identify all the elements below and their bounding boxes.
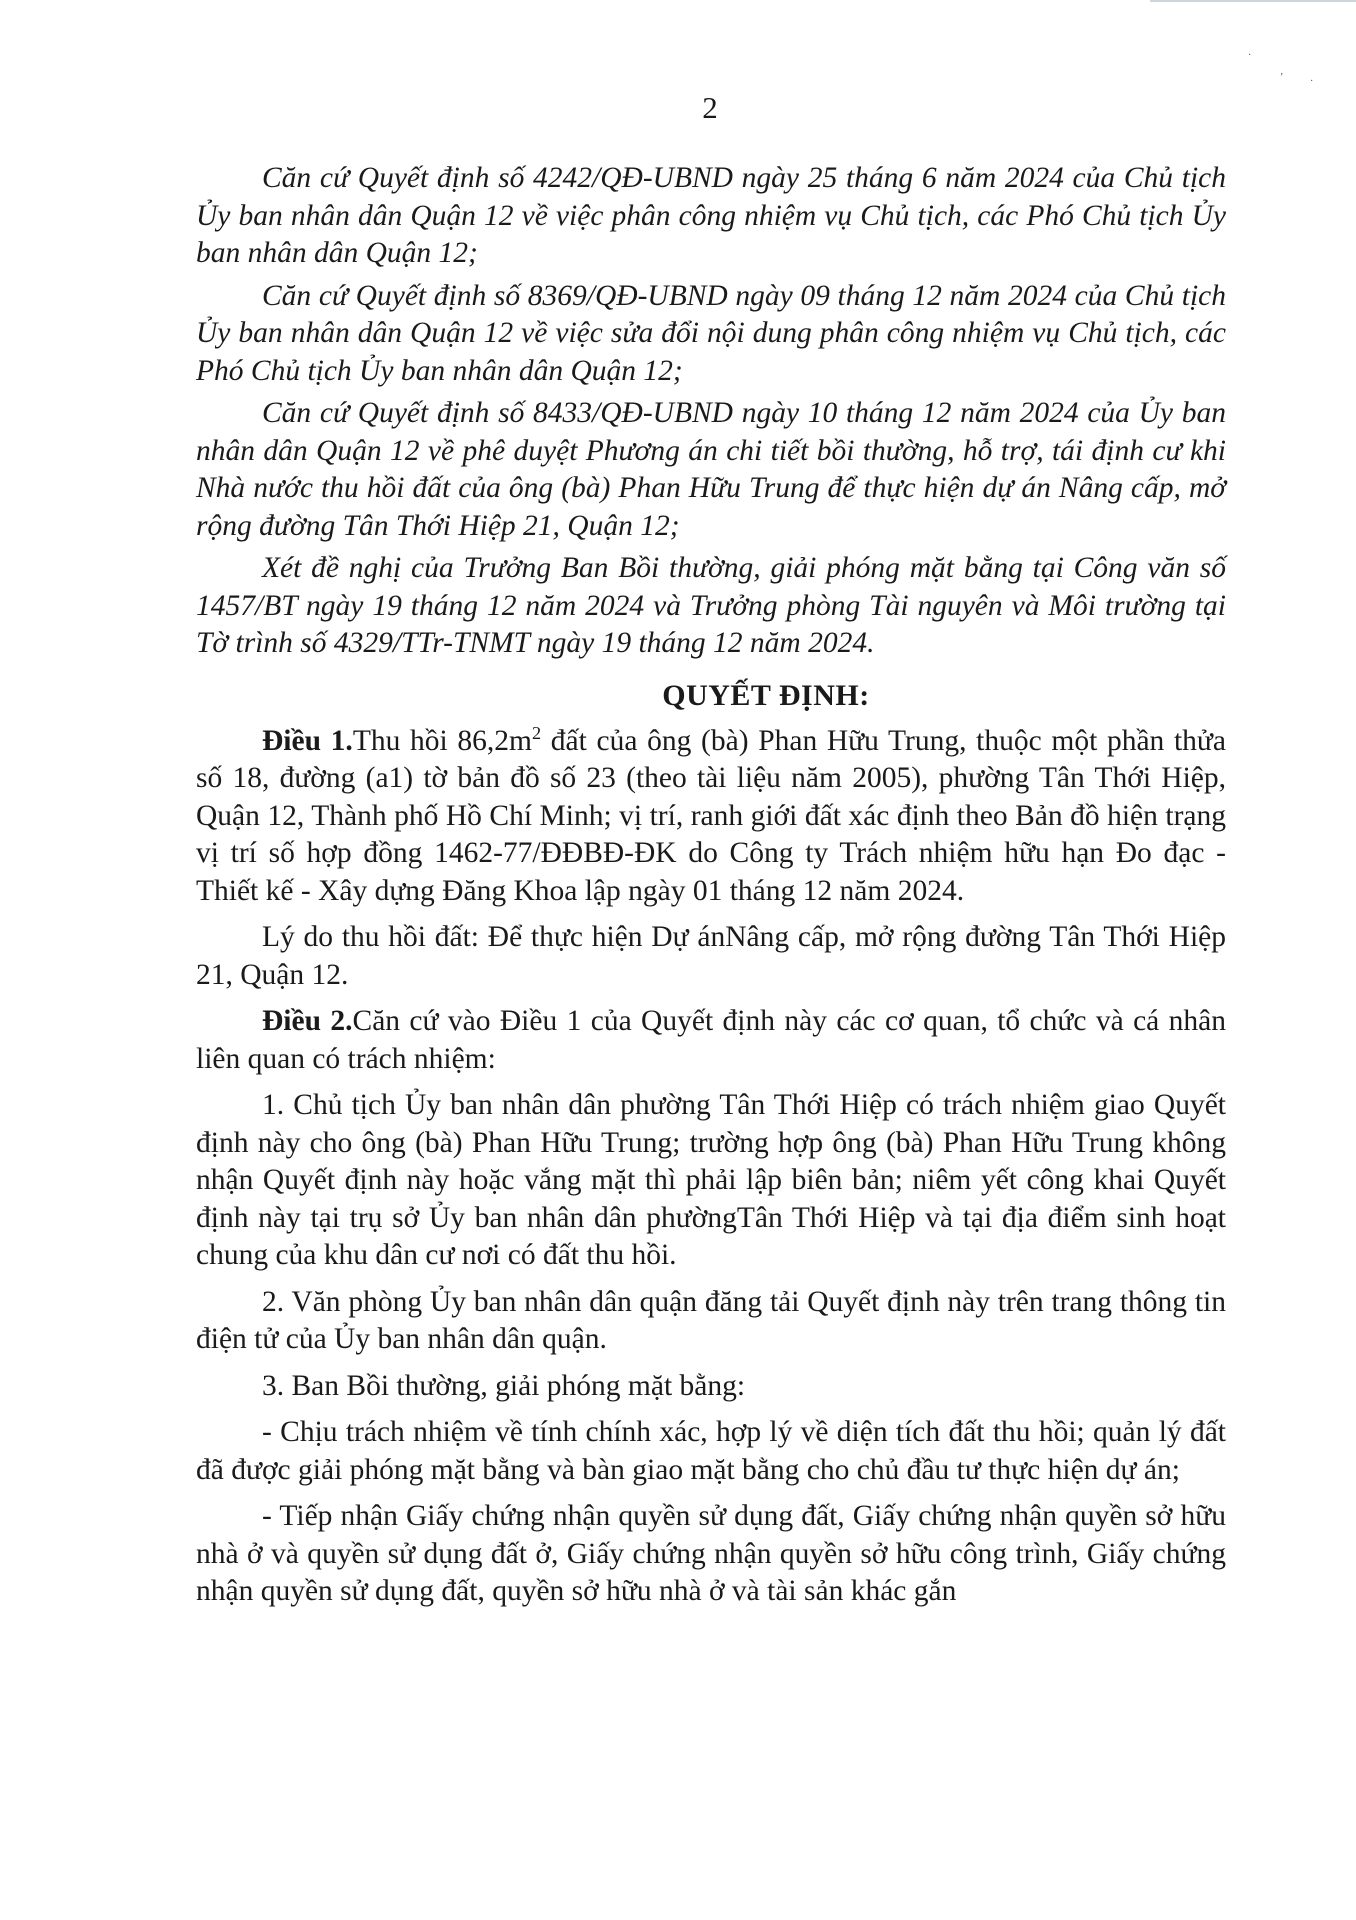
article-1-label: Điều 1. <box>262 724 353 757</box>
article-1-text-start: Thu hồi 86,2m <box>352 724 532 757</box>
preamble-paragraph-1: Căn cứ Quyết định số 4242/QĐ-UBND ngày 25 tháng 6 năm 2024 của Chủ tịch Ủy ban nhân dân Quận 12 về việc phân công nhiệm vụ Chủ tịch, các Phó Chủ tịch Ủy ban nhân dân Quận 12; <box>196 162 1226 269</box>
article-2-label: Điều 2. <box>262 1005 353 1037</box>
scan-specks: · ‚ · <box>1248 50 1314 87</box>
article-1-text-rest: đất của ông (bà) Phan Hữu Trung, thuộc một phần thửa số 18, đường (a1) tờ bản đồ số 23 (theo tài liệu năm 2005), phường Tân Thới Hiệp, Quận 12, Thành phố Hồ Chí Minh; vị trí, ranh giới đất xác định theo Bản đồ hiện trạng vị trí số hợp đồng 1462-77/ĐĐBĐ-ĐK do Công ty Trách nhiệm hữu hạn Đo đạc - Thiết kế - Xây dựng Đăng Khoa lập ngày 01 tháng 12 năm 2024. <box>196 724 1226 907</box>
article-2-item-1: 1. Chủ tịch Ủy ban nhân dân phường Tân Thới Hiệp có trách nhiệm giao Quyết định này cho ông (bà) Phan Hữu Trung; trường hợp ông (bà) Phan Hữu Trung không nhận Quyết định này hoặc vắng mặt thì phải lập biên bản; niêm yết công khai Quyết định này tại trụ sở Ủy ban nhân dân phườngTân Thới Hiệp và tại địa điểm sinh hoạt chung của khu dân cư nơi có đất thu hồi. <box>196 1089 1226 1271</box>
article-2-text: Căn cứ vào Điều 1 của Quyết định này các cơ quan, tổ chức và cá nhân liên quan có trách nhiệm: <box>196 1005 1226 1075</box>
area-unit-superscript: 2 <box>531 722 542 743</box>
article-2-paragraph <box>196 1003 1226 1078</box>
article-2-item-2: 2. Văn phòng Ủy ban nhân dân quận đăng tải Quyết định này trên trang thông tin điện tử của Ủy ban nhân dân quận. <box>196 1285 1226 1355</box>
article-1-paragraph <box>196 723 1226 911</box>
preamble-paragraph-4: Xét đề nghị của Trưởng Ban Bồi thường, giải phóng mặt bằng tại Công văn số 1457/BT ngày 19 tháng 12 năm 2024 và Trưởng phòng Tài nguyên và Môi trường tại Tờ trình số 4329/TTr-TNMT ngày 19 tháng 12 năm 2024. <box>196 552 1226 659</box>
preamble-paragraph-2: Căn cứ Quyết định số 8369/QĐ-UBND ngày 09 tháng 12 năm 2024 của Chủ tịch Ủy ban nhân dân Quận 12 về việc sửa đổi nội dung phân công nhiệm vụ Chủ tịch, các Phó Chủ tịch Ủy ban nhân dân Quận 12; <box>196 279 1226 387</box>
scan-edge-line <box>1150 0 1356 2</box>
article-2-item-3: 3. Ban Bồi thường, giải phóng mặt bằng: <box>262 1369 746 1402</box>
page-number: 2 <box>702 90 718 125</box>
decision-heading: QUYẾT ĐỊNH: <box>662 678 870 712</box>
article-2-item-3a: - Chịu trách nhiệm về tính chính xác, hợp lý về diện tích đất thu hồi; quản lý đất đã được giải phóng mặt bằng và bàn giao mặt bằng cho chủ đầu tư thực hiện dự án; <box>196 1416 1226 1486</box>
article-1-reason: Lý do thu hồi đất: Để thực hiện Dự ánNâng cấp, mở rộng đường Tân Thới Hiệp 21, Quận 12. <box>196 921 1226 991</box>
document-body <box>196 160 1226 1611</box>
article-2-item-3b: - Tiếp nhận Giấy chứng nhận quyền sử dụng đất, Giấy chứng nhận quyền sở hữu nhà ở và quyền sử dụng đất ở, Giấy chứng nhận quyền sở hữu công trình, Giấy chứng nhận quyền sử dụng đất, quyền sở hữu nhà ở và tài sản khác gắn <box>196 1500 1226 1607</box>
preamble-paragraph-3: Căn cứ Quyết định số 8433/QĐ-UBND ngày 10 tháng 12 năm 2024 của Ủy ban nhân dân Quận 12 về phê duyệt Phương án chi tiết bồi thường, hỗ trợ, tái định cư khi Nhà nước thu hồi đất của ông (bà) Phan Hữu Trung để thực hiện dự án Nâng cấp, mở rộng đường Tân Thới Hiệp 21, Quận 12; <box>196 397 1226 542</box>
